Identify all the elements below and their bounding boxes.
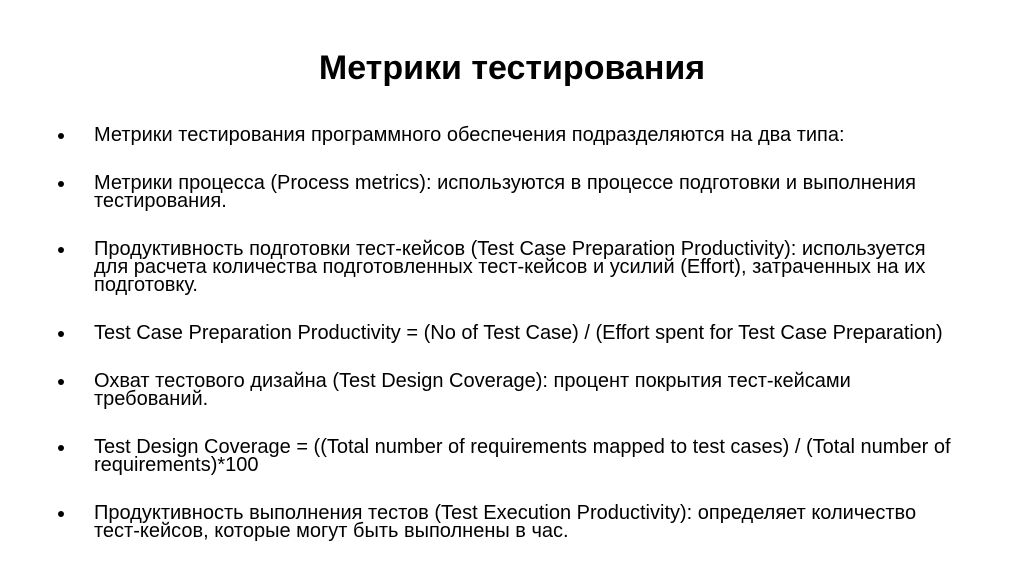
bullet-list (58, 126, 958, 570)
bullet-dot-icon (58, 511, 64, 517)
bullet-item (58, 174, 958, 210)
bullet-item (58, 438, 958, 474)
bullet-item (58, 504, 958, 540)
bullet-dot-icon (58, 445, 64, 451)
bullet-dot-icon (58, 379, 64, 385)
bullet-item (58, 240, 958, 294)
bullet-dot-icon (58, 247, 64, 253)
bullet-item (58, 372, 958, 408)
bullet-text: Test Design Coverage = ((Total number of requirements mapped to test cases) / (Total number of requirements)*100 (94, 436, 951, 476)
bullet-text: Продуктивность подготовки тест-кейсов (Test Case Preparation Productivity): используется для расчета количества подготовленных тест-кейсов и усилий (Effort), затраченных на их подготовку. (94, 238, 926, 296)
bullet-dot-icon (58, 331, 64, 337)
bullet-item (58, 126, 958, 144)
slide-title: Метрики тестирования (318, 49, 706, 87)
bullet-text: Test Case Preparation Productivity = (No of Test Case) / (Effort spent for Test Case Preparation) (94, 322, 943, 344)
bullet-text: Продуктивность выполнения тестов (Test Execution Productivity): определяет количество тест-кейсов, которые могут быть выполнены в час. (94, 502, 917, 542)
bullet-dot-icon (58, 133, 64, 139)
bullet-text: Охват тестового дизайна (Test Design Coverage): процент покрытия тест-кейсами требований. (94, 370, 851, 410)
bullet-text: Метрики процесса (Process metrics): используются в процессе подготовки и выполнения тестирования. (94, 172, 916, 212)
bullet-text: Метрики тестирования программного обеспечения подразделяются на два типа: (94, 124, 845, 146)
bullet-item (58, 324, 958, 342)
bullet-dot-icon (58, 181, 64, 187)
